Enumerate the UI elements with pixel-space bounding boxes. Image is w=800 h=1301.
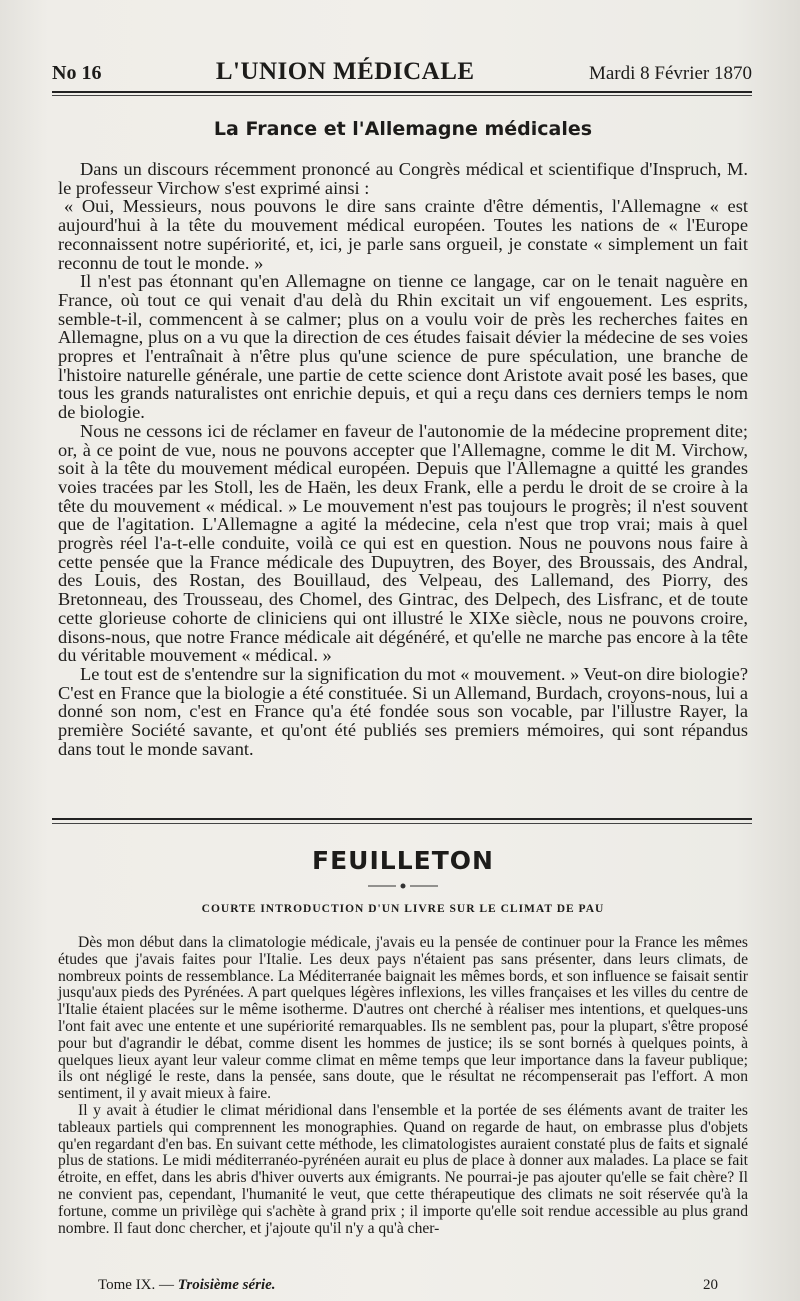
- journal-title: L'UNION MÉDICALE: [215, 58, 475, 85]
- page-number: 20: [703, 1277, 718, 1293]
- article-paragraph: Nous ne cessons ici de réclamer en faveur de l'autonomie de la médecine proprement dite; or, à ce point de vue, nous ne pouvons accepter que l'Allemagne, comme le dit M. Virchow, soit à la tête du mouvement médical européen. Depuis que l'Allemagne a quitté les grandes voies tracées par les Stoll, les de Haën, les deux Frank, elle a perdu le droit de se croire à la tête du mouvement « médical. » Le mouvement n'est pas toujours le progrès; il n'est souvent que de l'agitation. L'Allemagne a agité la médecine, cela n'est que trop vrai; mais à quel progrès réel l'a-t-elle conduite, voilà ce qui est en question. Nous ne pouvons nous faire à cette pensée que la France médicale des Dupuytren, des Boyer, des Broussais, des Andral, des Louis, des Rostan, des Bouillaud, des Velpeau, des Lallemand, des Piorry, des Bretonneau, des Trousseau, des Chomel, des Gintrac, des Delpech, des Lisfranc, et de toute cette glorieuse cohorte de cliniciens qui ont illustré le XIXe siècle, nous ne pouvons croire, disons-nous, que notre France médicale ait dégénéré, et qu'elle ne marche pas encore à la tête du véritable mouvement « médical. »: [58, 420, 748, 666]
- article-paragraph: Il n'est pas étonnant qu'en Allemagne on tienne ce langage, car on le tenait naguère en France, où tout ce qui venait d'au delà du Rhin excitait un vif engouement. Les esprits, semble-t-il, commencent à se calmer; plus on a voulu voir de près les recherches faites en Allemagne, plus on a vu que la direction de ces études faisait dévier la médecine de ses voies propres et l'entraînait à n'être plus qu'une science de pure spéculation, une branche de l'histoire naturelle générale, une partie de cette science dont Aristote avait posé les bases, que tous les grands naturalistes ont enrichie depuis, et qui a reçu dans ces derniers temps le nom de biologie.: [58, 271, 748, 423]
- issue-date: Mardi 8 Février 1870: [588, 63, 752, 84]
- page-header: [52, 58, 752, 88]
- article-paragraph: Dans un discours récemment prononcé au Congrès médical et scientifique d'Inspruch, M. le professeur Virchow s'est exprimé ainsi :: [58, 159, 748, 198]
- header-rule-thin: [52, 95, 752, 96]
- article-quote: « Oui, Messieurs, nous pouvons le dire sans crainte d'être démentis, l'Allemagne « est aujourd'hui à la tête du mouvement médical européen. Toutes les nations de « l'Europe reconnaissent notre supériorité, et, ici, je parle sans orgueil, je constate « simplement un fait reconnu de tout le monde. »: [58, 196, 748, 273]
- tome-label: Tome IX. —: [98, 1277, 175, 1293]
- ornament-divider: [58, 879, 748, 893]
- header-rule: [52, 91, 752, 93]
- article-paragraph: Le tout est de s'entendre sur la signification du mot « mouvement. » Veut-on dire biologie? C'est en France que la biologie a été constituée. Si un Allemand, Burdach, croyons-nous, lui a donné son nom, c'est en France qu'a été fondée sous son vocable, par l'illustre Rayer, la première Société savante, et qu'ont été publiés ses premiers mémoires, qui sont répandus dans tout le monde savant.: [58, 663, 748, 759]
- volume-label: [98, 1277, 276, 1294]
- issue-number: No 16: [52, 62, 102, 84]
- feuilleton-section: [58, 838, 748, 1237]
- page-footer: [98, 1277, 718, 1294]
- feuilleton-title: FEUILLETON: [312, 846, 494, 875]
- article-title: La France et l'Allemagne médicales: [213, 118, 593, 140]
- article: [58, 112, 748, 759]
- feuilleton-paragraph: Dès mon début dans la climatologie médicale, j'avais eu la pensée de continuer pour la France les mêmes études que j'avais faites pour l'Italie. Les deux pays n'étaient pas sans présenter, dans leurs climats, de nombreux points de ressemblance. La Méditerranée baignait les mêmes bords, et son influence se faisait sentir jusqu'aux pieds des Pyrénées. A part quelques légères inflexions, les villes françaises et les villes du centre de l'Italie étaient placées sur le même isotherme. D'autres ont cherché à réaliser mes intentions, et quelques-uns l'ont fait avec une entente et une supériorité remarquables. Ils ne semblent pas, pour la plupart, s'être proposé pour but d'agrandir le débat, comme disent les hommes de justice; ils se sont bornés à quelques points, à quelques lieux ayant leur valeur comme climat en même temps que leur importance dans la faveur publique; ils ont négligé le reste, dans la pensée, sans doute, que le résultat ne récompenserait pas l'effort. A mon sentiment, il y avait mieux à faire.: [58, 934, 748, 1103]
- feuilleton-paragraph: Il y avait à étudier le climat méridional dans l'ensemble et la portée de ses éléments avant de traiter les tableaux partiels qui comprennent les monographies. Quand on regarde de haut, on embrasse plus d'objets qu'en regardant d'en bas. En suivant cette méthode, les climatologistes auraient constaté plus de faits et signalé plus de stations. Le midi méditerranéo-pyrénéen aurait eu plus de place à donner aux malades. La place se fait étroite, en effet, dans les abris d'hiver ouverts aux émigrants. Ne pourrai-je pas ajouter qu'elle se fait chère? Il ne convient pas, cependant, l'humanité le veut, que cette thérapeutique des climats ne soit réservée qu'à la fortune, comme un privilège qui s'achète à grand prix ; il importe qu'elle soit rendue accessible au plus grand nombre. Il faut donc chercher, et j'ajoute qu'il n'y a qu'à cher-: [58, 1101, 748, 1237]
- section-rule-thin: [52, 823, 752, 824]
- feuilleton-subtitle: COURTE INTRODUCTION D'UN LIVRE SUR LE CLIMAT DE PAU: [201, 903, 605, 915]
- series-label: Troisième série.: [177, 1277, 276, 1293]
- section-rule: [52, 818, 752, 820]
